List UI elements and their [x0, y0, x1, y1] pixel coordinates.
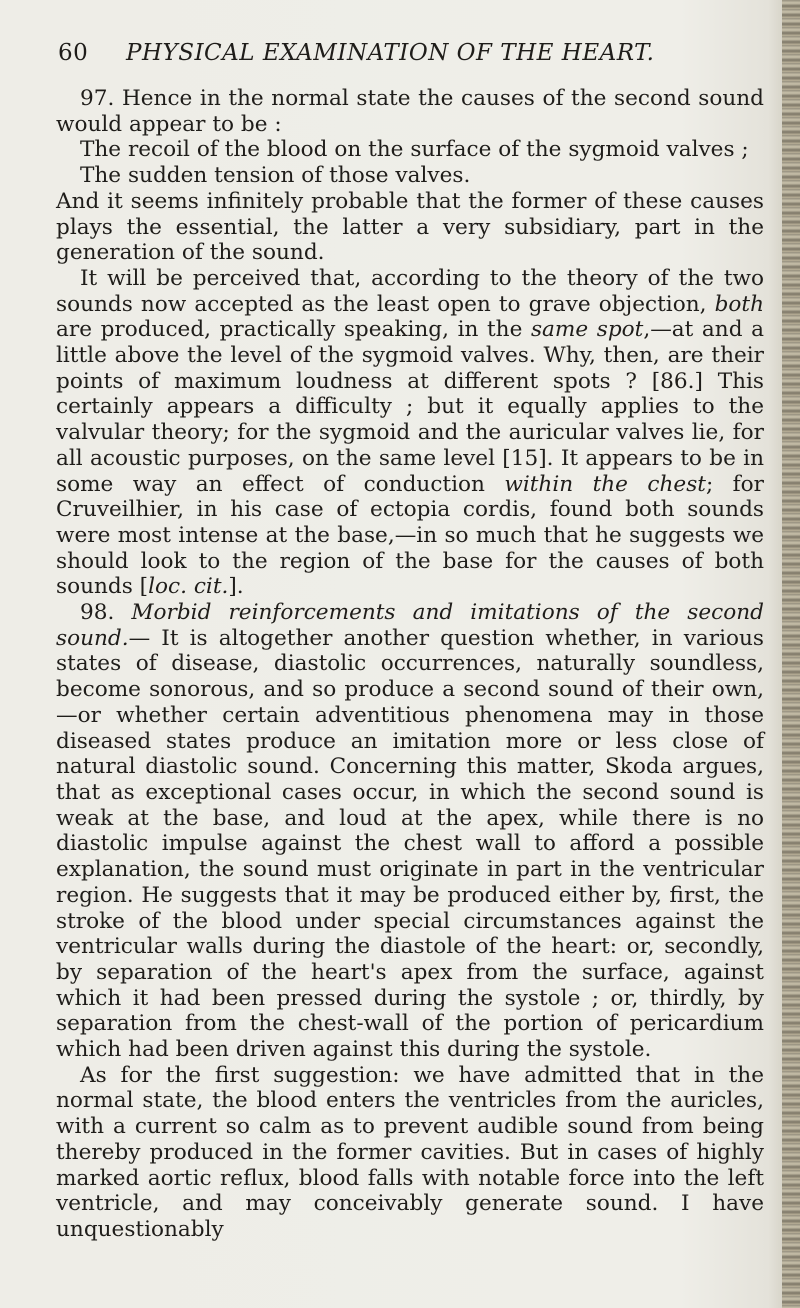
citation-loc-cit: loc. cit.	[148, 574, 229, 600]
emphasis-within-chest: within the chest	[504, 471, 706, 497]
running-title: PHYSICAL EXAMINATION OF THE HEART.	[126, 40, 655, 66]
paragraph-first-suggestion: As for the first suggestion: we have admitted that in the normal state, the blood enters the ventricles from the auricles, with a current so calm as to prevent audible sound from being thereby produced in the former cavities. But in cases of highly marked aortic reflux, blood falls with notable force into the left ventricle, and may conceivably generate sound. I have unquestionably	[56, 1062, 764, 1242]
emphasis-both: both	[714, 291, 764, 317]
section-heading-morbid-reinforcements: Morbid reinforcements and imitations of the second sound.	[56, 600, 764, 651]
page-number: 60	[58, 40, 89, 66]
cause-item-1: The recoil of the blood on the surface of the sygmoid valves ;	[80, 137, 749, 163]
cause-item-2: The sudden tension of those valves.	[80, 163, 471, 189]
paragraph-causes-conclusion: And it seems infinitely probable that the former of these causes plays the essential, the latter a very subsidiary, part in the generation of the sound.	[56, 188, 764, 266]
emphasis-same-spot: same spot	[530, 317, 644, 343]
body-text	[56, 86, 764, 1243]
paragraph-97: 97. Hence in the normal state the causes of the second sound would appear to be :	[56, 86, 764, 137]
running-header	[58, 40, 698, 66]
paragraph-maximum-loudness: It will be perceived that, according to the theory of the two sounds now accepted as the least open to grave objection, both are produced, practically speaking, in the same spot,—at and a little above the level of the sygmoid valves. Why, then, are their points of maximum loudness at different spots ? [86.] This certainly appears a difficulty ; but it equally applies to the valvular theory; for the sygmoid and the auricular valves lie, for all acoustic purposes, on the same level [15]. It appears to be in some way an effect of conduction within the chest; for Cruveilhier, in his case of ectopia cordis, found both sounds were most intense at the base,—in so much that he suggests we should look to the region of the base for the causes of both sounds [loc. cit.].	[56, 265, 764, 600]
paragraph-98: 98. Morbid reinforcements and imitations of the second sound.— It is altogether another question whether, in various states of disease, diastolic occurrences, naturally soundless, become sonorous, and so produce a second sound of their own,—or whether certain adventitious phenomena may in those diseased states produce an imitation more or less close of natural diastolic sound. Concerning this matter, Skoda argues, that as exceptional cases occur, in which the second sound is weak at the base, and loud at the apex, while there is no diastolic impulse against the chest wall to afford a possible explanation, the sound must originate in part in the ventricular region. He suggests that it may be produced either by, first, the stroke of the blood under special circumstances against the ventricular walls during the diastole of the heart: or, secondly, by separation of the heart's apex from the surface, against which it had been pressed during the systole ; or, thirdly, by separation from the chest-wall of the portion of pericardium which had been driven against this during the systole.	[56, 600, 764, 1063]
page-edge	[782, 0, 800, 1308]
